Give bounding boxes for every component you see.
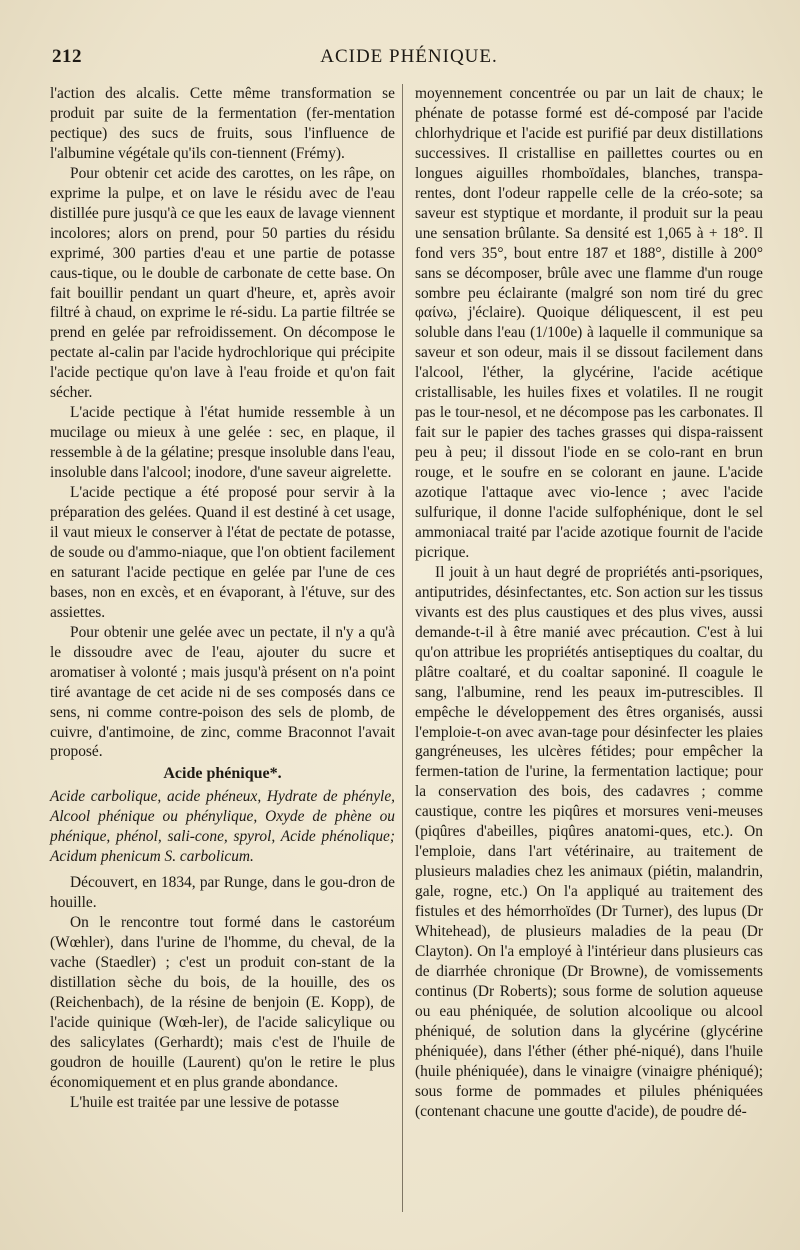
paragraph: Pour obtenir une gelée avec un pectate, il n'y a qu'à le dissoudre avec de l'eau, ajouter du sucre et aromatiser à volonté ; mais jusqu'à présent on n'a point tiré avantage de cet acide ni de ses composés dans ce sens, ni comme contre-poison des sels de plomb, de cuivre, d'antimoine, de zinc, comme Braconnot l'avait proposé. — [50, 623, 395, 761]
right-column — [415, 84, 763, 1122]
paragraph: L'huile est traitée par une lessive de potasse — [70, 1093, 340, 1111]
paragraph: Il jouit à un haut degré de propriétés anti-psoriques, antiputrides, désinfectantes, etc. Son action sur les tissus vivants est des plus caustiques et des plus vives, aussi demande-t-il à être manié avec précaution. C'est à lui qu'on attribue les propriétés antiseptiques du coaltar, du plâtre coaltaré, et du coaltar saponiné. Il coagule le sang, l'albumine, rend les peaux im-putrescibles. Il empêche le développement des êtres organisés, aussi l'emploie-t-on avec avan-tage pour désinfecter les plaies gangréneuses, les ulcères fétides; pour empêcher la fermen-tation de l'urine, la fermentation lactique; pour la conservation des bois, des cadavres ; comme caustique, contre les piqûres et morsures veni-meuses (piqûres d'abeilles, piqûres anatomi-ques, etc.). On l'emploie, dans l'art vétérinaire, au traitement de plusieurs maladies chez les animaux (piétin, malandrin, gale, rogne, etc.) On l'a appliqué au traitement des fistules et des hémorrhoïdes (Dr Turner), des lupus (Dr Whitehead), de plusieurs maladies de la peau (Dr Clayton). On l'a employé à l'intérieur dans plusieurs cas de diarrhée chronique (Dr Browne), de vomissements continus (Dr Roberts); sous forme de solution aqueuse ou eau phéniquée, de solution alcoolique ou alcool phéniqué, de solution dans la glycérine (glycérine phéniquée), dans l'éther (éther phé-niqué), dans l'huile (huile phéniquée), dans le vinaigre (vinaigre phéniqué); sous forme de pommades et pilules phéniquées (contenant chacune une goutte d'acide), de poudre dé- — [415, 563, 763, 1120]
running-title: ACIDE PHÉNIQUE. — [320, 46, 498, 67]
column-divider — [402, 84, 403, 1212]
page-header — [48, 44, 770, 70]
page-number: 212 — [52, 46, 82, 67]
left-column — [50, 84, 395, 1113]
paragraph: Découvert, en 1834, par Runge, dans le gou-dron de houille. — [50, 874, 395, 912]
section-heading: Acide phénique*. — [163, 765, 282, 783]
paragraph: moyennement concentrée ou par un lait de chaux; le phénate de potasse formé est dé-composé par l'acide chlorhydrique et l'acide est purifié par deux distillations successives. Il cristallise en paillettes courtes ou en longues aiguilles rhomboïdales, blanches, transpa-rentes, dont l'odeur rappelle celle de la créo-sote; sa saveur est styptique et mordante, il produit sur la peau une sensation brûlante. Sa densité est 1,065 à + 18°. Il fond vers 35°, bout entre 187 et 188°, distille à 200° sans se décomposer, brûle avec une flamme d'un rouge sombre peu éclairante (malgré son nom tiré du grec φαίνω, j'éclaire). Quoique déliquescent, il est peu soluble dans l'eau (1/100e) à laquelle il communique sa saveur et son odeur, mais il se dissout facilement dans l'alcool, l'éther, la glycérine, l'acide acétique cristallisable, les huiles fixes et volatiles. Il ne rougit pas le tour-nesol, et ne décompose pas les carbonates. Il fait sur le papier des taches grasses qui dispa-raissent peu à peu; il dissout l'iode en se colo-rant en brun rouge, et le soufre en se colorant en jaune. L'acide azotique l'attaque avec vio-lence ; avec l'acide sulfurique, il donne l'acide sulfophénique, dont le sel ammoniacal traité par l'acide azotique fournit de l'acide picrique. — [415, 85, 763, 561]
paragraph: On le rencontre tout formé dans le castoréum (Wœhler), dans l'urine de l'homme, du cheval, de la vache (Staedler) ; c'est un produit con-stant de la distillation sèche du bois, de la houille, des os (Reichenbach), de la résine de benjoin (E. Kopp), de l'acide quinique (Wœh-ler), de l'acide salicylique ou des salicylates (Gerhardt); mais c'est de l'huile de goudron de houille (Laurent) qu'on le retire le plus économiquement et en plus grande abondance. — [50, 914, 395, 1091]
synonyms-paragraph: Acide carbolique, acide phéneux, Hydrate de phényle, Alcool phénique ou phénylique, Oxyde de phène ou phénique, phénol, sali-cone, spyrol, Acide phénolique; Acidum phenicum S. carbolicum. — [50, 788, 395, 866]
paragraph: L'acide pectique à l'état humide ressemble à un mucilage ou mieux à une gelée : sec, en plaque, il ressemble à de la gélatine; presque insoluble dans l'eau, insoluble dans l'alcool; inodore, d'une saveur aigrelette. — [50, 404, 395, 482]
paragraph: L'acide pectique a été proposé pour servir à la préparation des gelées. Quand il est destiné à cet usage, il vaut mieux le conserver à l'état de pectate de potasse, de soude ou d'ammo-niaque, que l'on obtient facilement en saturant l'acide pectique en gelée par l'une de ces bases, non en excès, et en évaporant, à l'étuve, sur des assiettes. — [50, 484, 395, 621]
paragraph: Pour obtenir cet acide des carottes, on les râpe, on exprime la pulpe, et on lave le résidu avec de l'eau distillée pure jusqu'à ce que les eaux de lavage viennent incolores; alors on prend, pour 50 parties du résidu exprimé, 300 parties d'eau et une partie de potasse caus-tique, ou le double de carbonate de cette base. On fait bouillir pendant un quart d'heure, et, après avoir filtré à chaud, on exprime le ré-sidu. La partie filtrée se prend en gelée par refroidissement. On décompose le pectate al-calin par l'acide hydrochlorique qui précipite l'acide pectique qu'on lave à l'eau froide et qu'on fait sécher. — [50, 164, 395, 402]
paragraph: l'action des alcalis. Cette même transformation se produit par suite de la fermentation (fer-mentation pectique) des sucs de fruits, sous l'influence de l'albumine végétale qu'ils con-tiennent (Frémy). — [50, 85, 395, 162]
